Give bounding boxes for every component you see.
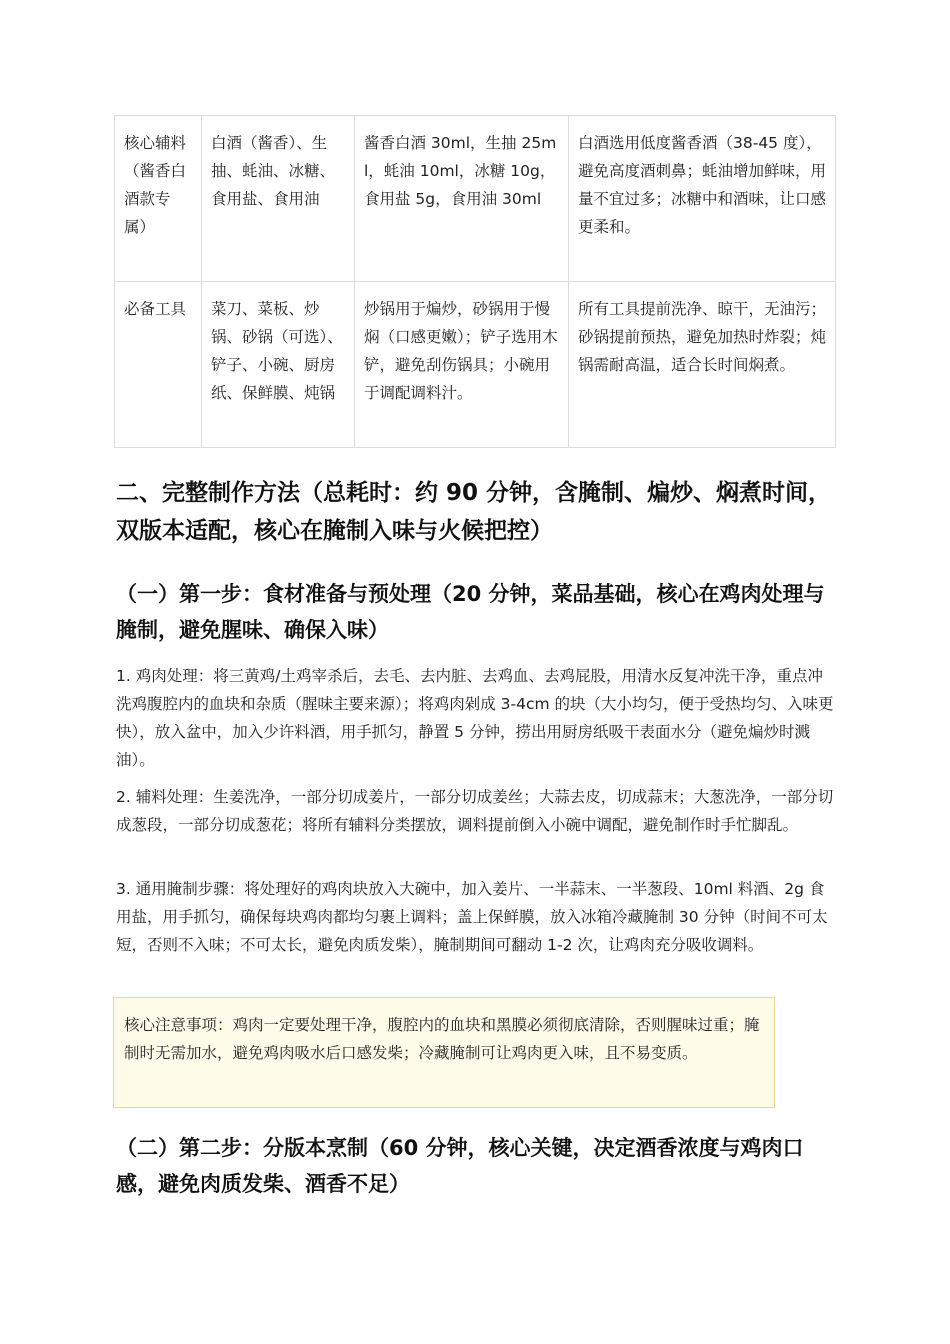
table-cell-category: 核心辅料（酱香白酒款专属）: [115, 116, 202, 282]
table-row: [115, 116, 836, 282]
table-cell-amount: 炒锅用于煸炒，砂锅用于慢焖（口感更嫩）；铲子选用木铲，避免刮伤锅具；小碗用于调配调料汁。: [355, 282, 569, 448]
table-cell-notes: 白酒选用低度酱香酒（38-45 度），避免高度酒刺鼻；蚝油增加鲜味，用量不宜过多；冰糖中和酒味，让口感更柔和。: [569, 116, 836, 282]
ingredients-tools-table: [114, 115, 836, 448]
table-cell-notes: 所有工具提前洗净、晾干，无油污；砂锅提前预热，避免加热时炸裂；炖锅需耐高温，适合长时间焖煮。: [569, 282, 836, 448]
table-row: [115, 282, 836, 448]
step1-paragraph-aromatics: 2. 辅料处理：生姜洗净，一部分切成姜片，一部分切成姜丝；大蒜去皮，切成蒜末；大葱洗净，一部分切成葱段，一部分切成葱花；将所有辅料分类摆放，调料提前倒入小碗中调配，避免制作时手忙脚乱。: [116, 788, 834, 834]
table-cell-items: 白酒（酱香）、生抽、蚝油、冰糖、食用盐、食用油: [202, 116, 355, 282]
step1-paragraph-chicken: 1. 鸡肉处理：将三黄鸡/土鸡宰杀后，去毛、去内脏、去鸡血、去鸡屁股，用清水反复冲洗干净，重点冲洗鸡腹腔内的血块和杂质（腥味主要来源）；将鸡肉剁成 3-4cm 的块（大小均匀，便于受热均匀、入味更快），放入盆中，加入少许料酒，用手抓匀，静置 5 分钟，捞出用厨房纸吸干表面水分（避免煸炒时溅油）。: [116, 667, 834, 769]
table-cell-items: 菜刀、菜板、炒锅、砂锅（可选）、铲子、小碗、厨房纸、保鲜膜、炖锅: [202, 282, 355, 448]
key-notes-callout: 核心注意事项：鸡肉一定要处理干净，腹腔内的血块和黑膜必须彻底清除，否则腥味过重；腌制时无需加水，避免鸡肉吸水后口感发柴；冷藏腌制可让鸡肉更入味，且不易变质。: [113, 997, 775, 1108]
table-cell-amount: 酱香白酒 30ml，生抽 25ml，蚝油 10ml，冰糖 10g，食用盐 5g，食用油 30ml: [355, 116, 569, 282]
step1-heading: （一）第一步：食材准备与预处理（20 分钟，菜品基础，核心在鸡肉处理与腌制，避免腥味、确保入味）: [116, 582, 825, 642]
table-cell-category: 必备工具: [115, 282, 202, 448]
step2-heading: （二）第二步：分版本烹制（60 分钟，核心关键，决定酒香浓度与鸡肉口感，避免肉质发柴、酒香不足）: [116, 1136, 804, 1196]
step1-paragraph-marinade: 3. 通用腌制步骤：将处理好的鸡肉块放入大碗中，加入姜片、一半蒜末、一半葱段、10ml 料酒、2g 食用盐，用手抓匀，确保每块鸡肉都均匀裹上调料；盖上保鲜膜，放入冰箱冷藏腌制 30 分钟（时间不可太短，否则不入味；不可太长，避免肉质发柴），腌制期间可翻动 1-2 次，让鸡肉充分吸收调料。: [116, 880, 828, 954]
section-heading: 二、完整制作方法（总耗时：约 90 分钟，含腌制、煸炒、焖煮时间，双版本适配，核心在腌制入味与火候把控）: [116, 480, 832, 544]
